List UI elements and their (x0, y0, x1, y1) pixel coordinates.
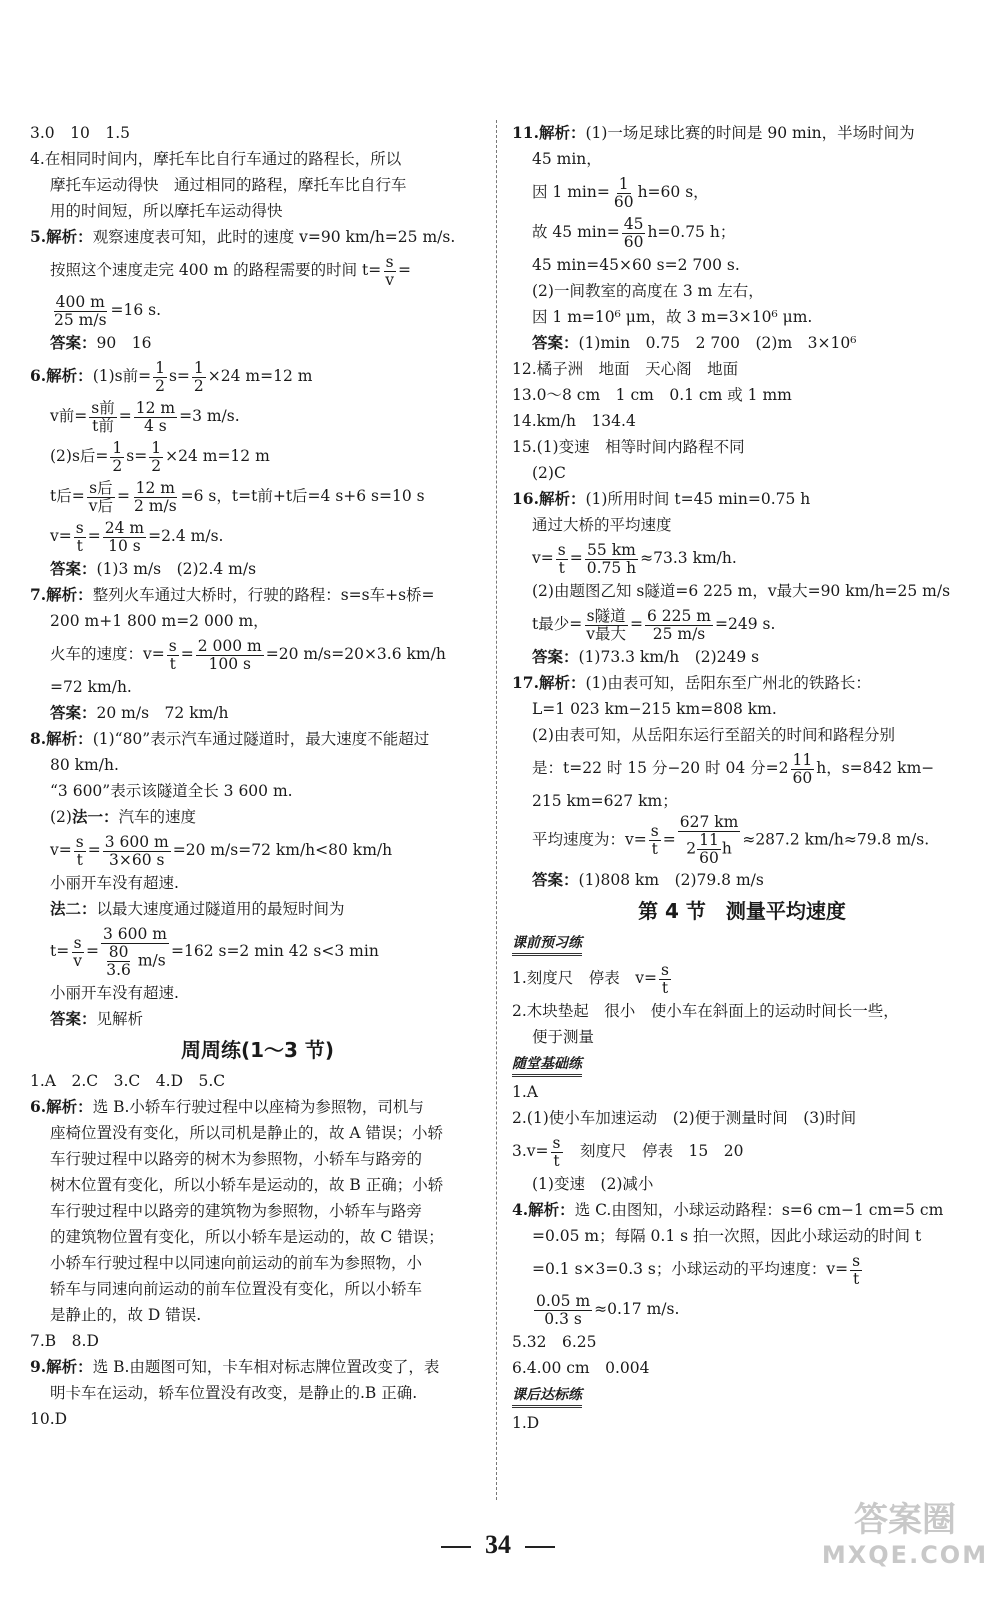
weekly-practice-heading: 周周练(1～3 节) (180, 1038, 335, 1062)
text-line: (2)由题图乙知 s隧道=6 225 m，v最大=90 km/h=25 m/s (532, 582, 951, 600)
dash-right (525, 1546, 555, 1548)
column-divider (496, 120, 497, 1500)
in-class-basic-practice-label: 随堂基础练 (512, 1054, 582, 1077)
q8-conclusion2: 小丽开车没有超速. (50, 984, 179, 1002)
text-line: 座椅位置没有变化，所以司机是静止的，故 A 错误；小轿 (50, 1124, 444, 1142)
q8-label: 8.解析： (30, 729, 93, 748)
text-line: 通过大桥的平均速度 (532, 516, 672, 534)
text-line: (2)C (532, 464, 566, 482)
text-line: (2)一间教室的高度在 3 m 左右， (532, 282, 764, 300)
answer-4-line1: 4.在相同时间内，摩托车比自行车通过的路程长，所以 (30, 150, 402, 168)
fraction: $\frac{s}{v}$ (385, 252, 394, 289)
answer-label: 答案： (532, 870, 579, 889)
answer-label: 答案： (50, 703, 97, 722)
watermark-logo-text: 答案圈 (854, 1500, 956, 1540)
q8-line2: 80 km/h. (50, 756, 119, 774)
answer-label: 答案： (50, 1009, 97, 1028)
text-line: 45 min=45×60 s=2 700 s. (532, 256, 740, 274)
answer-label: 答案： (50, 559, 97, 578)
text-line: 是静止的，故 D 错误. (50, 1306, 202, 1324)
watermark (820, 1500, 990, 1570)
answer-14: 14.km/h 134.4 (512, 412, 636, 430)
answer-15: 15.(1)变速 相等时间内路程不同 (512, 438, 745, 456)
q5-line1: 观察速度表可知，此时的速度 v=90 km/h=25 m/s. (92, 228, 456, 246)
fraction: $\frac{400 m}{25 m/s}$ (54, 292, 107, 329)
text-line: 车行驶过程中以路旁的建筑物为参照物，小轿车与路旁 (50, 1202, 423, 1220)
q11-label: 11.解析： (512, 123, 586, 142)
weekly-answer-10: 10.D (30, 1410, 68, 1428)
q5-line2: 按照这个速度走完 400 m 的路程需要的时间 t= (50, 261, 382, 279)
basic-answer-1: 1.A (512, 1083, 538, 1101)
section-4-heading: 第 4 节 测量平均速度 (638, 899, 846, 923)
q5-label: 5.解析： (30, 227, 93, 246)
text-line: (2)由表可知，从岳阳东运行至韶关的时间和路程分别 (532, 726, 895, 744)
q7-label: 7.解析： (30, 585, 93, 604)
q7-line2: 200 m+1 800 m=2 000 m， (50, 612, 269, 630)
watermark-url: MXQE.COM (821, 1541, 989, 1569)
text-line: 明卡车在运动，轿车位置没有改变，是静止的.B 正确. (50, 1384, 418, 1402)
text-line: L=1 023 km−215 km=808 km. (532, 700, 777, 718)
dash-left (441, 1546, 471, 1548)
q9w-label: 9.解析： (30, 1357, 93, 1376)
answer-label: 答案： (50, 333, 97, 352)
text-line: =0.05 m；每隔 0.1 s 拍一次照，因此小球运动的时间 t (532, 1227, 922, 1245)
answer-3: 3.0 10 1.5 (30, 124, 131, 142)
text-line: 树木位置有变化，所以小轿车是运动的，故 B 正确；小轿 (50, 1176, 444, 1194)
pre-answer-2: 2.木块垫起 很小 使小车在斜面上的运动时间长一些， (512, 1002, 899, 1020)
text-line: 小轿车行驶过程中以同速向前运动的前车为参照物，小 (50, 1254, 423, 1272)
text-line: 215 km=627 km； (532, 792, 678, 810)
basic-answer-6: 6.4.00 cm 0.004 (512, 1359, 650, 1377)
text-line: 便于测量 (532, 1028, 595, 1046)
page-number: 34 (0, 1528, 996, 1562)
answer-13: 13.0～8 cm 1 cm 0.1 cm 或 1 mm (512, 386, 792, 404)
answer-4-line2: 摩托车运动得快 通过相同的路程，摩托车比自行车 (50, 176, 407, 194)
answer-12: 12.橘子洲 地面 天心阁 地面 (512, 360, 739, 378)
q4-label: 4.解析： (512, 1200, 575, 1219)
text-line: 的建筑物位置有变化，所以小轿车是运动的，故 C 错误； (50, 1228, 444, 1246)
q7-line4: =72 km/h. (50, 678, 132, 696)
q8-conclusion1: 小丽开车没有超速. (50, 874, 179, 892)
weekly-answers-7-8: 7.B 8.D (30, 1332, 99, 1350)
basic-answer-5: 5.32 6.25 (512, 1333, 597, 1351)
answer-4-line3: 用的时间短，所以摩托车运动得快 (50, 202, 283, 220)
q8-line3: “3 600”表示该隧道全长 3 600 m. (50, 782, 293, 800)
after-class-practice-label: 课后达标练 (512, 1385, 582, 1408)
q6-label: 6.解析： (30, 366, 93, 385)
q17-label: 17.解析： (512, 673, 586, 692)
q6w-label: 6.解析： (30, 1097, 93, 1116)
answer-label: 答案： (532, 647, 579, 666)
left-column: 3.0 10 1.5 4.在相同时间内，摩托车比自行车通过的路程长，所以 摩托车运动得快 通过相同的路程，摩托车比自行车 用的时间短，所以摩托车运动得快 5.解析：观察速度表可知，此时的速度 v=90 km/h=25 m/s. 按照这个速度走完 400 m 的路程需要的时间 t= $\frac{s}{v}$ = $\frac{400 m}{25 m/s}$ =16 s. 答案：90 16 6.解析：(1)s前= $\frac{1}{2}$ s= $\frac{1}{2}$ ×24 m=12 m v前= $\frac{\text{s前}}{\text{t前}}$ = $\frac{12 m}{4 s}$ =3 m/s. (2)s后= $\frac{1}{2}$ s= $\frac{1}{2}$ ×24 m=12 m t后= $\frac{\text{s后}}{\text{v后}}$ = $\frac{12 m}{2 m/s}$ =6 s，t=t前+t后=4 s+6 s=10 s v= $\frac{s}{t}$ = $\frac{24 m}{10 s}$ =2.4 m/s. 答案：(1)3 m/s (2)2.4 m/s 7.解析：整列火车通过大桥时，行驶的路程：s=s车+s桥= 200 m+1 800 m=2 000 m， 火车的速度：v= $\frac{s}{t}$ = $\frac{2 000 m}{100 s}$ =20 m/s=20×3.6 km/h =72 km/h. 答案：20 m/s 72 km/h 8.解析：(1)“80”表示汽车通过隧道时，最大速度不能超过 80 km/h. “3 600”表示该隧道全长 3 600 m. (2)法一：汽车的速度 v= $\frac{s}{t}$ = $\frac{3 600 m}{3\times 60 s}$ =20 m/s=72 km/h<80 km/h 小丽开车没有超速. 法二：以最大速度通过隧道用的最短时间为 t= $\frac{s}{v}$ = 3 600 m $\frac{80}{3.6}$ m/s =162 s=2 min 42 s<3 min 小丽开车没有超速. 答案：见解析 周周练(1～3 节) 1.A 2.C 3.C 4.D 5.C 6.解析：选 B.小轿车行驶过程中以座椅为参照物，司机与 座椅位置没有变化，所以司机是静止的，故 A 错误；小轿 车行驶过程中以路旁的树木为参照物，小轿车与路旁的 树木位置有变化，所以小轿车是运动的，故 B 正确；小轿 车行驶过程中以路旁的建筑物为参照物，小轿车与路旁 的建筑物位置有变化，所以小轿车是运动的，故 C 错误； 小轿车行驶过程中以同速向前运动的前车为参照物，小 轿车与同速向前运动的前车位置没有变化，所以小轿车 是静止的，故 D 错误. 7.B 8.D 9.解析：选 B.由题图可知，卡车相对标志牌位置改变了，表 明卡车在运动，轿车位置没有改变，是静止的.B 正确. 10.D (30, 120, 485, 1432)
q16-label: 16.解析： (512, 489, 586, 508)
text-line: 因 1 m=10⁶ μm，故 3 m=3×10⁶ μm. (532, 308, 813, 326)
text-line: (1)变速 (2)减小 (532, 1175, 654, 1193)
text-line: 45 min， (532, 150, 602, 168)
weekly-answers-1-5: 1.A 2.C 3.C 4.D 5.C (30, 1072, 226, 1090)
right-column: 11.解析：(1)一场足球比赛的时间是 90 min，半场时间为 45 min， 因 1 min= $\frac{1}{60}$ h=60 s， 故 45 min= $\frac{45}{60}$ h=0.75 h； 45 min=45×60 s=2 700 s. (2)一间教室的高度在 3 m 左右， 因 1 m=10⁶ μm，故 3 m=3×10⁶ μm. 答案：(1)min 0.75 2 700 (2)m 3×10⁶ 12.橘子洲 地面 天心阁 地面 13.0～8 cm 1 cm 0.1 cm 或 1 mm 14.km/h 134.4 15.(1)变速 相等时间内路程不同 (2)C 16.解析：(1)所用时间 t=45 min=0.75 h 通过大桥的平均速度 v= $\frac{s}{t}$ = $\frac{55 km}{0.75 h}$ ≈73.3 km/h. (2)由题图乙知 s隧道=6 225 m，v最大=90 km/h=25 m/s t最少= $\frac{\text{s隧道}}{\text{v最大}}$ = $\frac{6 225 m}{25 m/s}$ =249 s. 答案：(1)73.3 km/h (2)249 s 17.解析：(1)由表可知，岳阳东至广州北的铁路长： L=1 023 km−215 km=808 km. (2)由表可知，从岳阳东运行至韶关的时间和路程分别 是：t=22 时 15 分−20 时 04 分=2 $\frac{11}{60}$ h，s=842 km− 215 km=627 km； 平均速度为：v= $\frac{s}{t}$ = 627 km 2 $\frac{11}{60}$ h ≈287.2 km/h≈79.8 m/s. 答案：(1)808 km (2)79.8 m/s 第 4 节 测量平均速度 课前预习练 1.刻度尺 停表 v= $\frac{s}{t}$ 2.木块垫起 很小 使小车在斜面上的运动时间长一些， 便于测量 随堂基础练 1.A 2.(1)使小车加速运动 (2)便于测量时间 (3)时间 3.v= $\frac{s}{t}$ 刻度尺 停表 15 20 (1)变速 (2)减小 4.解析：选 C.由图知，小球运动路程：s=6 cm−1 cm=5 cm =0.05 m；每隔 0.1 s 拍一次照，因此小球运动的时间 t =0.1 s×3=0.3 s；小球运动的平均速度：v= $\frac{s}{t}$ $\frac{0.05 m}{0.3 s}$ ≈0.17 m/s. 5.32 6.25 6.4.00 cm 0.004 课后达标练 1.D (512, 120, 972, 1436)
answer-label: 答案： (532, 333, 579, 352)
basic-answer-2: 2.(1)使小车加速运动 (2)便于测量时间 (3)时间 (512, 1109, 857, 1127)
text-line: 车行驶过程中以路旁的树木为参照物，小轿车与路旁的 (50, 1150, 423, 1168)
text-line: 轿车与同速向前运动的前车位置没有变化，所以小轿车 (50, 1280, 423, 1298)
after-answer-1: 1.D (512, 1414, 540, 1432)
pre-class-practice-label: 课前预习练 (512, 933, 582, 956)
